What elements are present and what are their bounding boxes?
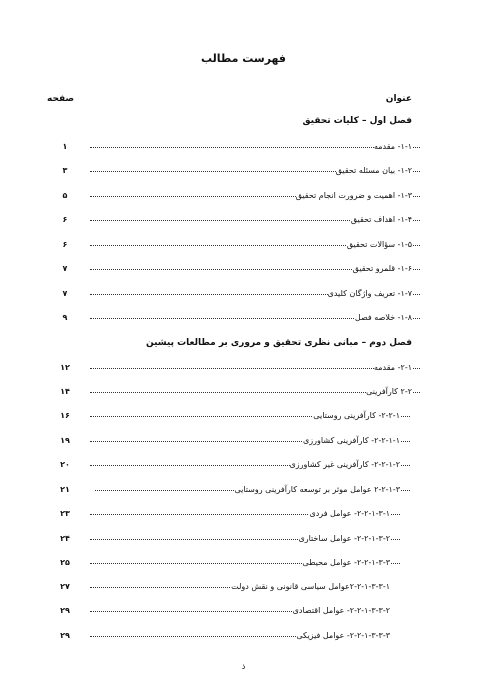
toc-entry[interactable]	[0, 509, 487, 523]
toc-entry-page: ۲۴	[60, 534, 70, 543]
toc-entry-page: ۱۴	[60, 387, 70, 396]
toc-entry-page: ۳	[62, 166, 68, 175]
page-number-footer: ذ	[241, 662, 246, 671]
toc-entry[interactable]	[0, 240, 487, 254]
toc-entry-label: ۲-۲-۱-۱- کارآفرینی کشاورزی	[303, 436, 400, 445]
toc-entry-label: ۲-۲-۱-۳ عوامل موثر بر توسعه کارآفرینی روستایی	[234, 485, 400, 494]
page-title: فهرست مطالب	[200, 52, 287, 65]
toc-entry-page: ۲۹	[60, 606, 70, 615]
toc-entry[interactable]	[0, 582, 487, 596]
toc-entry-label: ۲-۲-۱- کارآفرینی روستایی	[313, 411, 400, 420]
toc-entry[interactable]	[0, 289, 487, 303]
toc-entry-label: ۲-۲ کارآفرینی	[366, 387, 412, 396]
toc-entry-label: ۱-۵- سؤالات تحقیق	[346, 240, 412, 249]
toc-entry-label: ۱-۶- قلمرو تحقیق	[352, 264, 412, 273]
toc-entry[interactable]	[0, 460, 487, 474]
toc-entry[interactable]	[0, 166, 487, 180]
toc-entry-label: ۲-۲-۱-۳-۱- عوامل فردی	[309, 509, 390, 518]
toc-entry-page: ۲۷	[60, 582, 70, 591]
toc-entry-page: ۶	[62, 215, 68, 224]
toc-entry-label: ۱-۳- اهمیت و ضرورت انجام تحقیق	[295, 191, 412, 200]
toc-entry-label: ۱-۸- خلاصه فصل	[354, 313, 412, 322]
toc-entry-label: ۱-۱- مقدمه	[373, 142, 412, 151]
toc-entry-label: ۲-۲-۱-۳-۳-۲- عوامل اقتصادی	[292, 606, 390, 615]
toc-entry-label: ۲-۲-۱-۳-۳-۱عوامل سیاسی قانونی و نقش دولت	[231, 582, 390, 591]
toc-entry[interactable]	[0, 191, 487, 205]
chapter-heading: فصل دوم – مبانی نظری تحقیق و مروری بر مطالعات پیشین	[145, 338, 412, 348]
toc-entry[interactable]	[0, 631, 487, 645]
toc-entry[interactable]	[0, 215, 487, 229]
toc-entry-page: ۷	[62, 289, 68, 298]
toc-entry-page: ۱	[62, 142, 68, 151]
toc-entry-label: ۱-۲- بیان مسئله تحقیق	[335, 166, 412, 175]
toc-entry-page: ۹	[62, 313, 68, 322]
toc-entry-label: ۲-۲-۱-۳-۲- عوامل ساختاری	[298, 534, 390, 543]
toc-entry[interactable]	[0, 363, 487, 377]
toc-entry[interactable]	[0, 142, 487, 156]
toc-entry[interactable]	[0, 313, 487, 327]
toc-entry-label: ۲-۲-۱-۳-۳- عوامل محیطی	[302, 558, 390, 567]
toc-entry-page: ۶	[62, 240, 68, 249]
toc-entry-page: ۷	[62, 264, 68, 273]
toc-entry-label: ۲-۱- مقدمه	[373, 363, 412, 372]
toc-entry-label: ۲-۲-۱-۳-۳-۳- عوامل فیزیکی	[296, 631, 390, 640]
toc-entry-label: ۱-۷- تعریف واژگان کلیدی	[327, 289, 412, 298]
toc-entry-page: ۱۲	[60, 363, 70, 372]
toc-entry-page: ۲۱	[60, 485, 70, 494]
toc-entry-page: ۱۹	[60, 436, 70, 445]
toc-entry-page: ۲۳	[60, 509, 70, 518]
chapter-heading: فصل اول – کلیات تحقیق	[302, 116, 412, 126]
toc-entry[interactable]	[0, 264, 487, 278]
dot-leader	[90, 368, 420, 369]
toc-entry[interactable]	[0, 387, 487, 401]
column-header-title: عنوان	[385, 94, 412, 104]
toc-entry[interactable]	[0, 558, 487, 572]
toc-entry-page: ۲۹	[60, 631, 70, 640]
toc-entry-label: ۲-۲-۱-۲- کارآفرینی غیر کشاورزی	[289, 460, 400, 469]
toc-entry[interactable]	[0, 485, 487, 499]
toc-entry-page: ۱۶	[60, 411, 70, 420]
toc-entry-page: ۲۵	[60, 558, 70, 567]
column-header-page: صفحه	[47, 94, 75, 104]
toc-entry[interactable]	[0, 606, 487, 620]
toc-entry-label: ۱-۴- اهداف تحقیق	[350, 215, 412, 224]
toc-entry-page: ۵	[62, 191, 68, 200]
toc-entry-page: ۲۰	[60, 460, 70, 469]
toc-entry[interactable]	[0, 411, 487, 425]
toc-entry[interactable]	[0, 436, 487, 450]
dot-leader	[90, 147, 420, 148]
toc-entry[interactable]	[0, 534, 487, 548]
